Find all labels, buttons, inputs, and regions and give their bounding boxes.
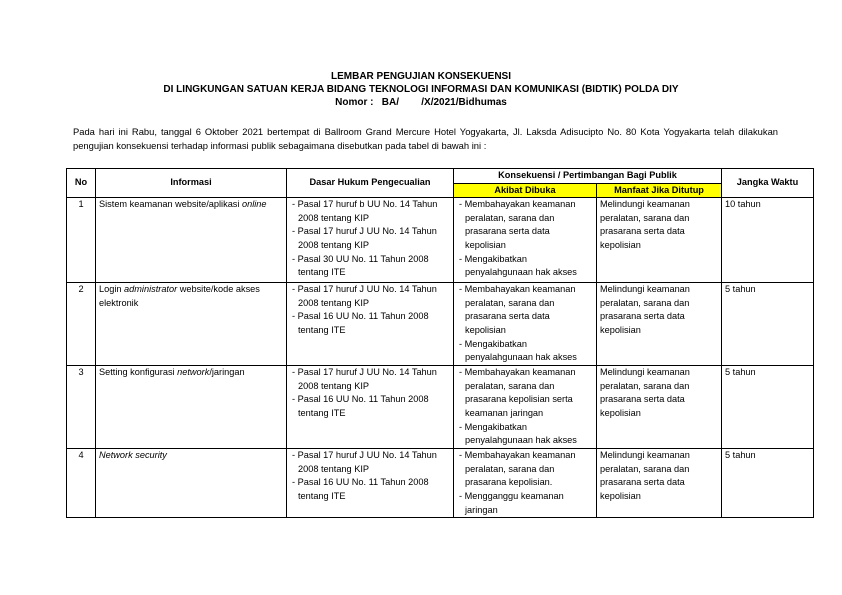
- header-akibat-dibuka: Akibat Dibuka: [454, 183, 597, 198]
- info-text-after: website/kode akses elektronik: [99, 284, 260, 308]
- table-row: [67, 198, 814, 283]
- document-number: Nomor : BA/ /X/2021/Bidhumas: [335, 97, 507, 108]
- info-italic: administrator: [124, 284, 178, 295]
- dasar-list: [290, 449, 450, 503]
- cell-dasar-hukum: [287, 366, 454, 449]
- info-text: Setting konfigurasi: [99, 367, 178, 378]
- akibat-item: - Mengakibatkan penyalahgunaan hak akses: [459, 421, 577, 446]
- header-no: No: [67, 169, 96, 198]
- akibat-item: - Mengganggu keamanan jaringan: [459, 490, 564, 515]
- table-row: [67, 366, 814, 449]
- cell-informasi: [96, 449, 287, 518]
- akibat-list: [457, 283, 593, 365]
- cell-akibat-dibuka: [454, 366, 597, 449]
- akibat-list: [457, 198, 593, 280]
- dasar-item: - Pasal 30 UU No. 11 Tahun 2008 tentang ITE: [292, 253, 429, 278]
- table-body: [67, 198, 814, 518]
- dasar-item: - Pasal 17 huruf J UU No. 14 Tahun 2008 tentang KIP: [292, 367, 437, 391]
- cell-manfaat-ditutup: Melindungi keamanan peralatan, sarana dan prasarana serta data kepolisian: [597, 283, 722, 366]
- table-row: [67, 449, 814, 518]
- intro-paragraph: Pada hari ini Rabu, tanggal 6 Oktober 2021 bertempat di Ballroom Grand Mercure Hotel Yogyakarta, Jl. Laksda Adisucipto No. 80 Kota Yogyakarta telah dilakukan pengujian konsekuensi terhadap informasi publik sebagaimana disebutkan pada tabel di bawah ini :: [73, 126, 778, 151]
- info-italic: online: [242, 199, 267, 210]
- dasar-list: [290, 366, 450, 420]
- dasar-list: [290, 283, 450, 337]
- dasar-list: [290, 198, 450, 280]
- cell-jangka-waktu: 5 tahun: [722, 283, 814, 366]
- cell-no: 2: [67, 283, 96, 366]
- header-manfaat-ditutup: Manfaat Jika Ditutup: [597, 183, 722, 198]
- cell-dasar-hukum: [287, 283, 454, 366]
- cell-manfaat-ditutup: Melindungi keamanan peralatan, sarana dan prasarana serta data kepolisian: [597, 366, 722, 449]
- info-italic: network: [177, 367, 210, 378]
- cell-no: 1: [67, 198, 96, 283]
- cell-akibat-dibuka: [454, 449, 597, 518]
- consequence-table: [66, 168, 814, 518]
- cell-informasi: [96, 366, 287, 449]
- dasar-item: - Pasal 16 UU No. 11 Tahun 2008 tentang ITE: [292, 311, 429, 335]
- akibat-list: [457, 449, 593, 517]
- dasar-item: - Pasal 16 UU No. 11 Tahun 2008 tentang ITE: [292, 394, 429, 418]
- akibat-item: - Membahayakan keamanan peralatan, sarana dan prasarana serta data kepolisian: [459, 199, 576, 250]
- akibat-item: - Mengakibatkan penyalahgunaan hak akses: [459, 338, 577, 363]
- info-italic: Network security: [99, 450, 167, 461]
- document-title: LEMBAR PENGUJIAN KONSEKUENSI: [330, 71, 512, 82]
- akibat-list: [457, 366, 593, 448]
- cell-manfaat-ditutup: Melindungi keamanan peralatan, sarana dan prasarana serta data kepolisian: [597, 198, 722, 283]
- cell-akibat-dibuka: [454, 283, 597, 366]
- cell-informasi: [96, 198, 287, 283]
- cell-jangka-waktu: 5 tahun: [722, 449, 814, 518]
- akibat-item: - Mengakibatkan penyalahgunaan hak akses: [459, 253, 577, 278]
- cell-no: 4: [67, 449, 96, 518]
- cell-dasar-hukum: [287, 449, 454, 518]
- cell-manfaat-ditutup: Melindungi keamanan peralatan, sarana dan prasarana serta data kepolisian: [597, 449, 722, 518]
- cell-no: 3: [67, 366, 96, 449]
- akibat-item: - Membahayakan keamanan peralatan, sarana dan prasarana kepolisian.: [459, 450, 576, 488]
- cell-jangka-waktu: 5 tahun: [722, 366, 814, 449]
- dasar-item: - Pasal 17 huruf b UU No. 14 Tahun 2008 tentang KIP: [292, 199, 438, 223]
- cell-informasi: [96, 283, 287, 366]
- akibat-item: - Membahayakan keamanan peralatan, sarana dan prasarana serta data kepolisian: [459, 284, 576, 335]
- header-dasar-hukum: Dasar Hukum Pengecualian: [287, 169, 454, 198]
- header-jangka-waktu: Jangka Waktu: [722, 169, 814, 198]
- dasar-item: - Pasal 17 huruf J UU No. 14 Tahun 2008 tentang KIP: [292, 450, 437, 474]
- header-konsekuensi: Konsekuensi / Pertimbangan Bagi Publik: [454, 169, 722, 184]
- info-text: Sistem keamanan website/aplikasi: [99, 199, 242, 210]
- header-informasi: Informasi: [96, 169, 287, 198]
- table-header: [67, 169, 814, 198]
- dasar-item: - Pasal 17 huruf J UU No. 14 Tahun 2008 tentang KIP: [292, 284, 437, 308]
- dasar-item: - Pasal 16 UU No. 11 Tahun 2008 tentang ITE: [292, 477, 429, 501]
- info-text-after: /jaringan: [209, 367, 245, 378]
- table-row: [67, 283, 814, 366]
- document-subtitle: DI LINGKUNGAN SATUAN KERJA BIDANG TEKNOLOGI INFORMASI DAN KOMUNIKASI (BIDTIK) POLDA DIY: [163, 84, 679, 95]
- dasar-item: - Pasal 17 huruf J UU No. 14 Tahun 2008 tentang KIP: [292, 226, 437, 250]
- cell-dasar-hukum: [287, 198, 454, 283]
- info-text: Login: [99, 284, 125, 295]
- cell-akibat-dibuka: [454, 198, 597, 283]
- cell-jangka-waktu: 10 tahun: [722, 198, 814, 283]
- akibat-item: - Membahayakan keamanan peralatan, sarana dan prasarana kepolisian serta keamanan jaringan: [459, 367, 576, 418]
